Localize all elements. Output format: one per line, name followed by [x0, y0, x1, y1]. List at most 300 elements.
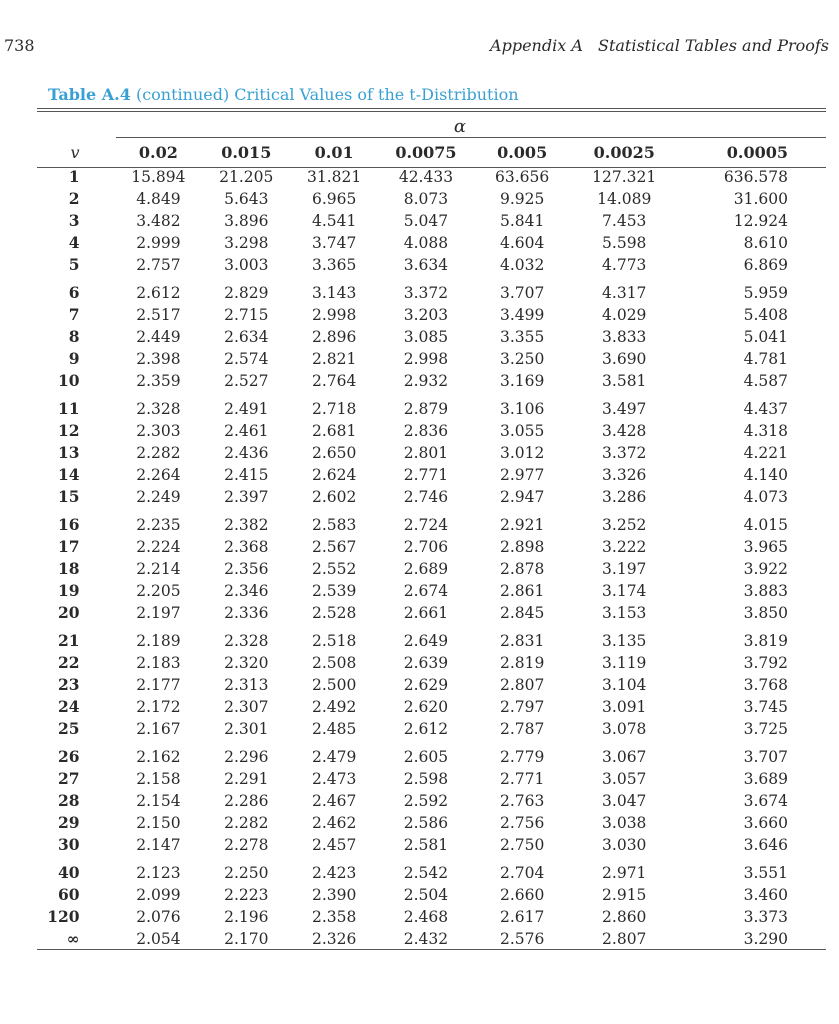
value-cell: 2.504	[403, 886, 449, 904]
value-cell: 3.135	[602, 632, 647, 650]
value-cell: 21.205	[219, 168, 274, 186]
df-cell: 26	[58, 747, 80, 766]
table-row	[37, 602, 826, 624]
value-cell: 2.932	[403, 372, 449, 390]
value-cell: 2.771	[403, 466, 449, 484]
value-cell: 2.214	[136, 560, 181, 578]
value-cell: 4.318	[743, 422, 788, 440]
value-cell: 3.482	[136, 212, 181, 230]
value-cell: 3.646	[743, 836, 788, 854]
value-cell: 3.252	[602, 516, 647, 534]
value-cell: 2.286	[224, 792, 269, 810]
value-cell: 2.602	[311, 488, 357, 506]
df-cell: 11	[58, 399, 80, 418]
table-row	[37, 254, 826, 276]
value-cell: 2.282	[224, 814, 269, 832]
value-cell: 2.235	[136, 516, 181, 534]
value-cell: 2.368	[224, 538, 269, 556]
table-row	[37, 884, 826, 906]
value-cell: 31.600	[733, 190, 788, 208]
value-cell: 2.282	[136, 444, 181, 462]
value-cell: 3.497	[602, 400, 647, 418]
value-cell: 5.959	[743, 284, 788, 302]
value-cell: 2.724	[403, 516, 449, 534]
value-cell: 2.473	[311, 770, 357, 788]
value-cell: 2.878	[499, 560, 545, 578]
value-cell: 4.140	[743, 466, 788, 484]
value-cell: 2.552	[311, 560, 357, 578]
value-cell: 3.365	[311, 256, 357, 274]
value-cell: 2.539	[311, 582, 357, 600]
value-cell: 3.660	[743, 814, 788, 832]
table-row	[37, 674, 826, 696]
table-row	[37, 188, 826, 210]
value-cell: 2.468	[403, 908, 449, 926]
value-cell: 2.567	[311, 538, 357, 556]
table-row	[37, 834, 826, 856]
value-cell: 2.518	[311, 632, 357, 650]
value-cell: 2.359	[136, 372, 181, 390]
value-cell: 2.660	[499, 886, 545, 904]
value-cell: 2.764	[311, 372, 357, 390]
value-cell: 2.718	[311, 400, 357, 418]
value-cell: 3.674	[743, 792, 788, 810]
value-cell: 3.689	[743, 770, 788, 788]
table-row	[37, 652, 826, 674]
value-cell: 2.076	[136, 908, 181, 926]
value-cell: 2.801	[403, 444, 449, 462]
value-cell: 127.321	[592, 168, 657, 186]
value-cell: 3.290	[743, 930, 788, 948]
value-cell: 2.527	[224, 372, 269, 390]
value-cell: 4.437	[743, 400, 788, 418]
value-cell: 31.821	[307, 168, 362, 186]
value-cell: 2.224	[136, 538, 181, 556]
value-cell: 2.150	[136, 814, 181, 832]
value-cell: 5.041	[743, 328, 788, 346]
value-cell: 2.771	[499, 770, 545, 788]
df-cell: 7	[68, 305, 80, 324]
value-cell: 2.158	[136, 770, 181, 788]
col-header: 0.015	[221, 143, 272, 162]
value-cell: 3.792	[743, 654, 788, 672]
value-cell: 2.681	[311, 422, 357, 440]
value-cell: 63.656	[495, 168, 550, 186]
section-title: Statistical Tables and Proofs	[597, 36, 829, 55]
df-cell: 120	[47, 907, 80, 926]
value-cell: 2.492	[311, 698, 357, 716]
value-cell: 2.542	[403, 864, 449, 882]
col-header: 0.005	[497, 143, 548, 162]
value-cell: 3.250	[499, 350, 545, 368]
value-cell: 2.177	[136, 676, 181, 694]
table-row	[37, 486, 826, 508]
value-cell: 3.819	[743, 632, 788, 650]
table-row	[37, 856, 826, 884]
value-cell: 2.605	[403, 748, 449, 766]
value-cell: 2.196	[224, 908, 269, 926]
table-row	[37, 558, 826, 580]
value-cell: 2.320	[224, 654, 269, 672]
table-row	[37, 624, 826, 652]
value-cell: 8.073	[403, 190, 449, 208]
df-cell: 5	[68, 255, 80, 274]
value-cell: 7.453	[602, 212, 647, 230]
value-cell: 3.067	[602, 748, 647, 766]
nu-header: v	[70, 143, 80, 162]
value-cell: 2.307	[224, 698, 269, 716]
value-cell: 2.845	[499, 604, 545, 622]
table-row	[37, 166, 826, 188]
alpha-rule	[116, 137, 826, 138]
value-cell: 2.162	[136, 748, 181, 766]
table-row	[37, 580, 826, 602]
value-cell: 2.629	[403, 676, 449, 694]
value-cell: 2.947	[499, 488, 545, 506]
value-cell: 2.750	[499, 836, 545, 854]
value-cell: 2.836	[403, 422, 449, 440]
value-cell: 2.508	[311, 654, 357, 672]
value-cell: 2.861	[499, 582, 545, 600]
value-cell: 2.170	[224, 930, 269, 948]
value-cell: 3.030	[602, 836, 647, 854]
table-row	[37, 464, 826, 486]
value-cell: 3.169	[499, 372, 545, 390]
value-cell: 2.592	[403, 792, 449, 810]
value-cell: 2.746	[403, 488, 449, 506]
value-cell: 2.639	[403, 654, 449, 672]
table-row	[37, 696, 826, 718]
table-row	[37, 210, 826, 232]
value-cell: 2.462	[311, 814, 357, 832]
df-cell: 15	[58, 487, 80, 506]
value-cell: 4.587	[743, 372, 788, 390]
table-row	[37, 768, 826, 790]
value-cell: 2.999	[136, 234, 181, 252]
df-cell: 19	[58, 581, 80, 600]
col-header: 0.0025	[593, 143, 655, 162]
value-cell: 2.998	[403, 350, 449, 368]
value-cell: 2.382	[224, 516, 269, 534]
value-cell: 2.779	[499, 748, 545, 766]
value-cell: 2.971	[602, 864, 647, 882]
value-cell: 2.250	[224, 864, 269, 882]
df-cell: 40	[58, 863, 80, 882]
value-cell: 6.869	[743, 256, 788, 274]
value-cell: 2.099	[136, 886, 181, 904]
table-row	[37, 326, 826, 348]
value-cell: 2.583	[311, 516, 357, 534]
value-cell: 4.073	[743, 488, 788, 506]
value-cell: 2.461	[224, 422, 269, 440]
value-cell: 3.551	[743, 864, 788, 882]
df-cell: 16	[58, 515, 80, 534]
value-cell: 2.807	[499, 676, 545, 694]
value-cell: 4.781	[743, 350, 788, 368]
value-cell: 4.541	[311, 212, 357, 230]
value-cell: 2.898	[499, 538, 545, 556]
value-cell: 3.922	[743, 560, 788, 578]
value-cell: 2.581	[403, 836, 449, 854]
df-cell: 3	[68, 211, 80, 230]
value-cell: 2.819	[499, 654, 545, 672]
value-cell: 3.055	[499, 422, 545, 440]
value-cell: 2.467	[311, 792, 357, 810]
value-cell: 2.706	[403, 538, 449, 556]
running-head	[480, 36, 829, 55]
col-header: 0.0075	[395, 143, 457, 162]
value-cell: 3.091	[602, 698, 647, 716]
table-row	[37, 232, 826, 254]
value-cell: 3.850	[743, 604, 788, 622]
value-cell: 3.047	[602, 792, 647, 810]
df-cell: 2	[68, 189, 80, 208]
value-cell: 2.123	[136, 864, 181, 882]
df-cell: 25	[58, 719, 80, 738]
top-rule	[37, 108, 826, 109]
value-cell: 3.373	[743, 908, 788, 926]
value-cell: 15.894	[131, 168, 186, 186]
value-cell: 3.707	[743, 748, 788, 766]
df-cell: 30	[58, 835, 80, 854]
value-cell: 636.578	[723, 168, 788, 186]
value-cell: 5.047	[403, 212, 449, 230]
value-cell: 2.054	[136, 930, 181, 948]
caption-label: Table A.4	[48, 85, 131, 104]
value-cell: 4.015	[743, 516, 788, 534]
value-cell: 2.328	[136, 400, 181, 418]
value-cell: 4.032	[499, 256, 545, 274]
table-caption	[48, 85, 519, 104]
table-row	[37, 740, 826, 768]
df-cell: 18	[58, 559, 80, 578]
table-row	[37, 304, 826, 326]
value-cell: 2.296	[224, 748, 269, 766]
value-cell: 3.747	[311, 234, 357, 252]
value-cell: 2.756	[499, 814, 545, 832]
value-cell: 2.612	[136, 284, 181, 302]
df-cell: 22	[58, 653, 80, 672]
value-cell: 2.500	[311, 676, 357, 694]
table-row	[37, 508, 826, 536]
value-cell: 2.449	[136, 328, 181, 346]
value-cell: 3.078	[602, 720, 647, 738]
value-cell: 3.085	[403, 328, 449, 346]
value-cell: 3.965	[743, 538, 788, 556]
value-cell: 2.860	[602, 908, 647, 926]
value-cell: 4.849	[136, 190, 181, 208]
df-cell: 24	[58, 697, 80, 716]
value-cell: 2.998	[311, 306, 357, 324]
value-cell: 4.088	[403, 234, 449, 252]
value-cell: 3.460	[743, 886, 788, 904]
value-cell: 3.197	[602, 560, 647, 578]
value-cell: 2.517	[136, 306, 181, 324]
value-cell: 3.286	[602, 488, 647, 506]
value-cell: 2.576	[499, 930, 545, 948]
value-cell: 2.977	[499, 466, 545, 484]
value-cell: 3.428	[602, 422, 647, 440]
value-cell: 3.038	[602, 814, 647, 832]
value-cell: 3.725	[743, 720, 788, 738]
value-cell: 2.821	[311, 350, 357, 368]
value-cell: 2.189	[136, 632, 181, 650]
col-header: 0.02	[138, 143, 178, 162]
value-cell: 8.610	[743, 234, 788, 252]
header-row	[37, 140, 826, 166]
table-row	[37, 370, 826, 392]
value-cell: 3.012	[499, 444, 545, 462]
table-row	[37, 420, 826, 442]
value-cell: 3.833	[602, 328, 647, 346]
col-header: 0.01	[314, 143, 354, 162]
value-cell: 2.757	[136, 256, 181, 274]
value-cell: 2.336	[224, 604, 269, 622]
value-cell: 2.415	[224, 466, 269, 484]
value-cell: 2.223	[224, 886, 269, 904]
value-cell: 2.649	[403, 632, 449, 650]
value-cell: 2.831	[499, 632, 545, 650]
value-cell: 3.106	[499, 400, 545, 418]
value-cell: 2.829	[224, 284, 269, 302]
table-row	[37, 442, 826, 464]
value-cell: 2.634	[224, 328, 269, 346]
value-cell: 2.921	[499, 516, 545, 534]
value-cell: 2.264	[136, 466, 181, 484]
table-row	[37, 536, 826, 558]
value-cell: 3.057	[602, 770, 647, 788]
df-cell: 28	[58, 791, 80, 810]
value-cell: 2.620	[403, 698, 449, 716]
table-row	[37, 718, 826, 740]
value-cell: 3.372	[602, 444, 647, 462]
value-cell: 2.278	[224, 836, 269, 854]
value-cell: 2.612	[403, 720, 449, 738]
df-cell: 1	[68, 167, 80, 186]
value-cell: 12.924	[733, 212, 788, 230]
df-cell: 14	[58, 465, 80, 484]
df-cell: 13	[58, 443, 80, 462]
value-cell: 3.298	[224, 234, 269, 252]
value-cell: 2.432	[403, 930, 449, 948]
value-cell: 2.301	[224, 720, 269, 738]
table-row	[37, 812, 826, 834]
value-cell: 2.328	[224, 632, 269, 650]
appendix-label: Appendix A	[490, 36, 583, 55]
df-cell: ∞	[66, 929, 80, 948]
value-cell: 2.617	[499, 908, 545, 926]
value-cell: 2.397	[224, 488, 269, 506]
top-rule-double	[37, 111, 826, 112]
value-cell: 4.221	[743, 444, 788, 462]
value-cell: 3.372	[403, 284, 449, 302]
value-cell: 2.715	[224, 306, 269, 324]
value-cell: 2.674	[403, 582, 449, 600]
value-cell: 3.003	[224, 256, 269, 274]
value-cell: 2.485	[311, 720, 357, 738]
value-cell: 5.841	[499, 212, 545, 230]
df-cell: 9	[68, 349, 80, 368]
value-cell: 2.528	[311, 604, 357, 622]
df-cell: 29	[58, 813, 80, 832]
value-cell: 2.787	[499, 720, 545, 738]
value-cell: 2.661	[403, 604, 449, 622]
df-cell: 6	[68, 283, 80, 302]
value-cell: 4.604	[499, 234, 545, 252]
value-cell: 2.650	[311, 444, 357, 462]
value-cell: 2.147	[136, 836, 181, 854]
value-cell: 2.598	[403, 770, 449, 788]
df-cell: 10	[58, 371, 80, 390]
value-cell: 2.915	[602, 886, 647, 904]
value-cell: 2.763	[499, 792, 545, 810]
value-cell: 2.358	[311, 908, 357, 926]
value-cell: 2.797	[499, 698, 545, 716]
value-cell: 2.479	[311, 748, 357, 766]
value-cell: 2.574	[224, 350, 269, 368]
value-cell: 6.965	[311, 190, 357, 208]
value-cell: 14.089	[597, 190, 652, 208]
df-cell: 4	[68, 233, 80, 252]
value-cell: 2.896	[311, 328, 357, 346]
value-cell: 2.313	[224, 676, 269, 694]
value-cell: 3.153	[602, 604, 647, 622]
df-cell: 60	[58, 885, 80, 904]
table-row	[37, 392, 826, 420]
value-cell: 2.249	[136, 488, 181, 506]
value-cell: 3.143	[311, 284, 357, 302]
value-cell: 2.167	[136, 720, 181, 738]
value-cell: 2.807	[602, 930, 647, 948]
t-distribution-table	[37, 140, 826, 950]
value-cell: 3.581	[602, 372, 647, 390]
df-cell: 20	[58, 603, 80, 622]
df-cell: 23	[58, 675, 80, 694]
table-row	[37, 348, 826, 370]
col-header: 0.0005	[726, 143, 788, 162]
value-cell: 2.586	[403, 814, 449, 832]
value-cell: 2.879	[403, 400, 449, 418]
value-cell: 2.457	[311, 836, 357, 854]
table-row	[37, 906, 826, 928]
value-cell: 2.390	[311, 886, 357, 904]
table-body	[37, 166, 826, 950]
value-cell: 3.203	[403, 306, 449, 324]
value-cell: 2.624	[311, 466, 357, 484]
value-cell: 3.896	[224, 212, 269, 230]
value-cell: 3.707	[499, 284, 545, 302]
value-cell: 2.398	[136, 350, 181, 368]
value-cell: 3.174	[602, 582, 647, 600]
caption-text: (continued) Critical Values of the t-Distribution	[135, 85, 519, 104]
value-cell: 2.689	[403, 560, 449, 578]
table-row	[37, 276, 826, 304]
table-row	[37, 928, 826, 950]
df-cell: 12	[58, 421, 80, 440]
value-cell: 3.690	[602, 350, 647, 368]
value-cell: 3.768	[743, 676, 788, 694]
value-cell: 9.925	[499, 190, 545, 208]
value-cell: 2.704	[499, 864, 545, 882]
page-number: 738	[4, 36, 35, 55]
value-cell: 5.598	[602, 234, 647, 252]
value-cell: 2.436	[224, 444, 269, 462]
alpha-symbol: α	[453, 116, 467, 137]
value-cell: 3.222	[602, 538, 647, 556]
df-cell: 8	[68, 327, 80, 346]
value-cell: 2.303	[136, 422, 181, 440]
value-cell: 2.154	[136, 792, 181, 810]
